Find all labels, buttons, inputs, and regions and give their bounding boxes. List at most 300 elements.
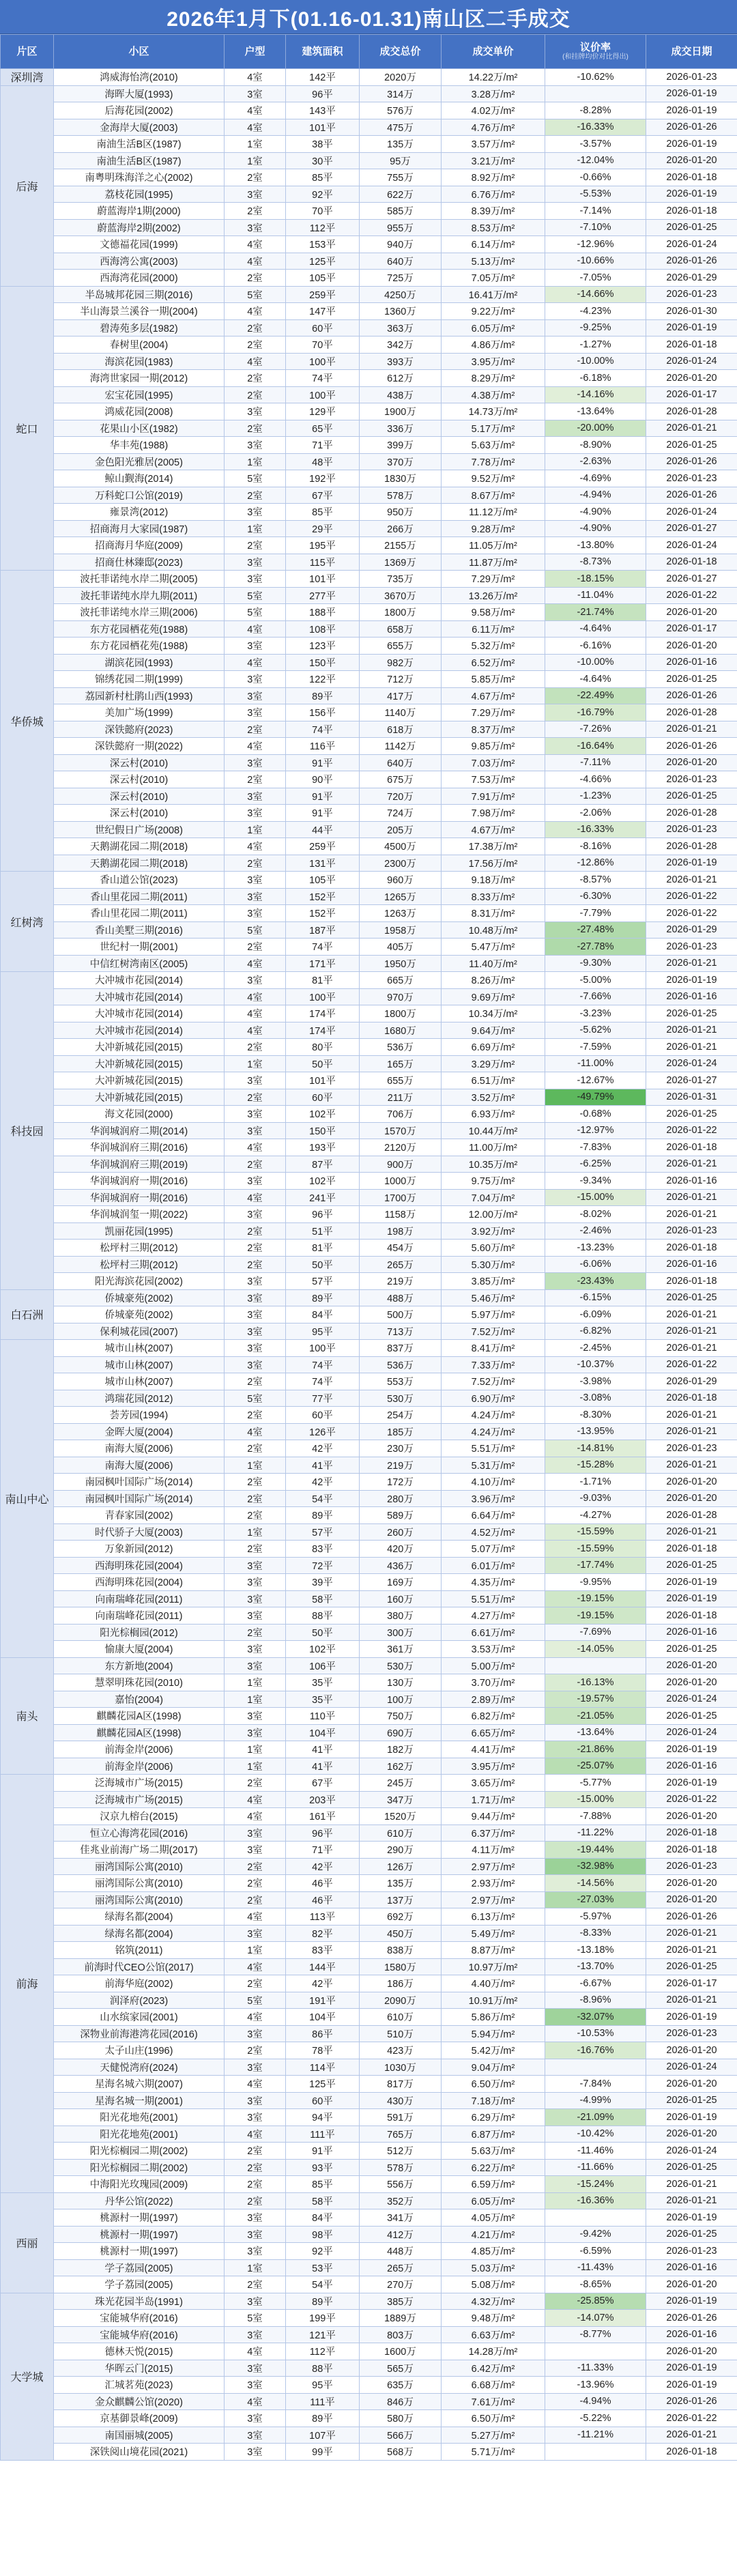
table-row (1, 2009, 737, 2026)
discount-cell: -7.66% (545, 988, 646, 1005)
unit-cell: 7.98万/m² (442, 805, 545, 822)
header-community[interactable]: 小区 (54, 35, 225, 69)
discount-cell: -2.06% (545, 805, 646, 822)
discount-cell: -7.26% (545, 721, 646, 738)
discount-cell: -10.62% (545, 69, 646, 86)
type-cell: 4室 (225, 2009, 286, 2026)
unit-cell: 6.69万/m² (442, 1039, 545, 1056)
size-cell: 95平 (286, 2377, 360, 2394)
size-cell: 88平 (286, 2360, 360, 2377)
unit-cell: 5.17万/m² (442, 420, 545, 437)
table-row (1, 437, 737, 454)
unit-cell: 7.03万/m² (442, 754, 545, 771)
table-row (1, 236, 737, 253)
discount-cell: -12.04% (545, 152, 646, 169)
community-cell: 大冲城市花园(2014) (54, 1005, 225, 1022)
unit-cell: 4.76万/m² (442, 119, 545, 136)
type-cell: 3室 (225, 1306, 286, 1323)
community-cell: 天健悦湾府(2024) (54, 2059, 225, 2076)
discount-cell: -8.77% (545, 2326, 646, 2343)
type-cell: 2室 (225, 1474, 286, 1491)
total-cell: 950万 (360, 504, 442, 521)
unit-cell: 5.60万/m² (442, 1240, 545, 1257)
table-row (1, 1474, 737, 1491)
total-cell: 436万 (360, 1557, 442, 1574)
size-cell: 84平 (286, 1306, 360, 1323)
area-cell: 大学城 (1, 2293, 54, 2460)
unit-cell: 2.97万/m² (442, 1891, 545, 1908)
discount-cell: -21.86% (545, 1741, 646, 1758)
total-cell: 510万 (360, 2025, 442, 2042)
size-cell: 94平 (286, 2109, 360, 2126)
date-cell: 2026-01-19 (646, 1574, 737, 1591)
discount-cell: -13.95% (545, 1423, 646, 1440)
size-cell: 91平 (286, 788, 360, 805)
discount-cell: -0.68% (545, 1106, 646, 1123)
type-cell: 5室 (225, 587, 286, 604)
header-total[interactable]: 成交总价 (360, 35, 442, 69)
size-cell: 89平 (286, 1289, 360, 1306)
date-cell: 2026-01-18 (646, 2444, 737, 2461)
table-row (1, 253, 737, 270)
community-cell: 万象新园(2012) (54, 1541, 225, 1558)
total-cell: 765万 (360, 2126, 442, 2143)
type-cell: 5室 (225, 604, 286, 621)
total-cell: 1265万 (360, 888, 442, 905)
community-cell: 锦绣花园二期(1999) (54, 671, 225, 688)
unit-cell: 6.64万/m² (442, 1507, 545, 1524)
community-cell: 阳光花地苑(2001) (54, 2126, 225, 2143)
total-cell: 135万 (360, 136, 442, 153)
type-cell: 3室 (225, 85, 286, 102)
total-cell: 1263万 (360, 905, 442, 922)
discount-cell: -7.11% (545, 754, 646, 771)
size-cell: 152平 (286, 888, 360, 905)
table-row (1, 1423, 737, 1440)
type-cell: 2室 (225, 319, 286, 337)
discount-cell: -14.66% (545, 286, 646, 303)
size-cell: 91平 (286, 2143, 360, 2160)
date-cell: 2026-01-31 (646, 1089, 737, 1106)
date-cell: 2026-01-20 (646, 754, 737, 771)
unit-cell: 3.28万/m² (442, 85, 545, 102)
type-cell: 2室 (225, 1039, 286, 1056)
date-cell: 2026-01-20 (646, 638, 737, 655)
date-cell: 2026-01-25 (646, 2159, 737, 2176)
table-body (1, 69, 737, 2461)
unit-cell: 4.38万/m² (442, 386, 545, 403)
size-cell: 143平 (286, 102, 360, 119)
table-row (1, 203, 737, 220)
date-cell: 2026-01-20 (646, 152, 737, 169)
table-row (1, 2042, 737, 2059)
size-cell: 152平 (286, 905, 360, 922)
date-cell: 2026-01-21 (646, 1022, 737, 1039)
community-cell: 天鹅湖花园二期(2018) (54, 855, 225, 872)
total-cell: 940万 (360, 236, 442, 253)
total-cell: 568万 (360, 2444, 442, 2461)
discount-cell: -19.44% (545, 1842, 646, 1859)
type-cell: 3室 (225, 1289, 286, 1306)
table-row (1, 386, 737, 403)
type-cell: 1室 (225, 1741, 286, 1758)
date-cell: 2026-01-19 (646, 2293, 737, 2310)
type-cell: 3室 (225, 905, 286, 922)
total-cell: 182万 (360, 1741, 442, 1758)
size-cell: 46平 (286, 1891, 360, 1908)
community-cell: 海湾世家园一期(2012) (54, 370, 225, 387)
size-cell: 126平 (286, 1423, 360, 1440)
date-cell: 2026-01-26 (646, 487, 737, 504)
unit-cell: 7.18万/m² (442, 2092, 545, 2109)
community-cell: 半岛城邦花园三期(2016) (54, 286, 225, 303)
community-cell: 南园枫叶国际广场(2014) (54, 1474, 225, 1491)
total-cell: 423万 (360, 2042, 442, 2059)
total-cell: 314万 (360, 85, 442, 102)
table-row (1, 136, 737, 153)
community-cell: 宝能城华府(2016) (54, 2310, 225, 2327)
date-cell: 2026-01-16 (646, 1173, 737, 1190)
discount-cell: -5.00% (545, 972, 646, 989)
date-cell: 2026-01-18 (646, 1842, 737, 1859)
total-cell: 566万 (360, 2427, 442, 2444)
type-cell: 4室 (225, 1791, 286, 1808)
unit-cell: 6.52万/m² (442, 654, 545, 671)
size-cell: 99平 (286, 2444, 360, 2461)
type-cell: 3室 (225, 888, 286, 905)
total-cell: 640万 (360, 253, 442, 270)
table-row (1, 1574, 737, 1591)
size-cell: 85平 (286, 169, 360, 186)
discount-cell: -9.03% (545, 1490, 646, 1507)
total-cell: 2300万 (360, 855, 442, 872)
total-cell: 725万 (360, 270, 442, 287)
size-cell: 102平 (286, 1173, 360, 1190)
type-cell: 3室 (225, 2243, 286, 2260)
unit-cell: 8.67万/m² (442, 487, 545, 504)
type-cell: 2室 (225, 771, 286, 788)
type-cell: 3室 (225, 1122, 286, 1139)
table-row (1, 69, 737, 86)
size-cell: 174平 (286, 1022, 360, 1039)
community-cell: 时代骄子大厦(2003) (54, 1523, 225, 1541)
unit-cell: 5.85万/m² (442, 671, 545, 688)
total-cell: 530万 (360, 1657, 442, 1674)
discount-cell: -32.98% (545, 1858, 646, 1875)
size-cell: 150平 (286, 1122, 360, 1139)
table-row (1, 1674, 737, 1691)
table-row (1, 1607, 737, 1625)
date-cell: 2026-01-16 (646, 654, 737, 671)
table-row (1, 2176, 737, 2193)
community-cell: 珠光花园半岛(1991) (54, 2293, 225, 2310)
size-cell: 100平 (286, 353, 360, 370)
date-cell: 2026-01-21 (646, 1189, 737, 1206)
header-discount[interactable] (545, 35, 646, 69)
table-row (1, 2192, 737, 2209)
unit-cell: 7.52万/m² (442, 1373, 545, 1390)
community-cell: 南油生活B区(1987) (54, 136, 225, 153)
total-cell: 690万 (360, 1724, 442, 1741)
header-type[interactable]: 户型 (225, 35, 286, 69)
size-cell: 122平 (286, 671, 360, 688)
unit-cell: 9.04万/m² (442, 2059, 545, 2076)
community-cell: 前海金岸(2006) (54, 1758, 225, 1775)
discount-cell: -19.15% (545, 1607, 646, 1625)
total-cell: 280万 (360, 1490, 442, 1507)
total-cell: 665万 (360, 972, 442, 989)
discount-cell (545, 2059, 646, 2076)
total-cell: 635万 (360, 2377, 442, 2394)
type-cell: 3室 (225, 788, 286, 805)
size-cell: 89平 (286, 2410, 360, 2427)
total-cell: 512万 (360, 2143, 442, 2160)
date-cell: 2026-01-24 (646, 504, 737, 521)
discount-cell: -6.67% (545, 1975, 646, 1992)
type-cell: 1室 (225, 821, 286, 838)
table-row (1, 2444, 737, 2461)
type-cell: 3室 (225, 1356, 286, 1373)
type-cell: 4室 (225, 102, 286, 119)
table-row (1, 1122, 737, 1139)
unit-cell: 5.31万/m² (442, 1457, 545, 1474)
unit-cell: 8.29万/m² (442, 370, 545, 387)
discount-cell (545, 2343, 646, 2360)
total-cell: 352万 (360, 2192, 442, 2209)
community-cell: 丽湾国际公寓(2010) (54, 1891, 225, 1908)
date-cell: 2026-01-21 (646, 420, 737, 437)
discount-cell: -10.53% (545, 2025, 646, 2042)
date-cell: 2026-01-19 (646, 2109, 737, 2126)
date-cell: 2026-01-20 (646, 1474, 737, 1491)
community-cell: 宝能城华府(2016) (54, 2326, 225, 2343)
community-cell: 星海名城一期(2001) (54, 2092, 225, 2109)
community-cell: 香山美墅三期(2016) (54, 921, 225, 939)
date-cell: 2026-01-25 (646, 1557, 737, 1574)
size-cell: 112平 (286, 219, 360, 236)
discount-cell: -7.79% (545, 905, 646, 922)
unit-cell: 6.29万/m² (442, 2109, 545, 2126)
type-cell: 3室 (225, 687, 286, 704)
discount-cell: -6.25% (545, 1156, 646, 1173)
community-cell: 泛海城市广场(2015) (54, 1791, 225, 1808)
size-cell: 46平 (286, 1875, 360, 1892)
discount-cell: -27.78% (545, 939, 646, 956)
community-cell: 城市山林(2007) (54, 1373, 225, 1390)
discount-cell: -13.80% (545, 537, 646, 554)
table-row (1, 537, 737, 554)
total-cell: 169万 (360, 1574, 442, 1591)
unit-cell: 11.05万/m² (442, 537, 545, 554)
community-cell: 西海明珠花园(2004) (54, 1557, 225, 1574)
size-cell: 70平 (286, 337, 360, 354)
unit-cell: 3.57万/m² (442, 136, 545, 153)
total-cell: 100万 (360, 1691, 442, 1708)
community-cell: 深云村(2010) (54, 805, 225, 822)
size-cell: 116平 (286, 738, 360, 755)
community-cell: 慧翠明珠花园(2010) (54, 1674, 225, 1691)
type-cell: 3室 (225, 1925, 286, 1942)
date-cell: 2026-01-21 (646, 1407, 737, 1424)
table-row (1, 1624, 737, 1641)
date-cell: 2026-01-16 (646, 1256, 737, 1273)
type-cell: 2室 (225, 1240, 286, 1257)
table-row (1, 1724, 737, 1741)
date-cell: 2026-01-26 (646, 738, 737, 755)
unit-cell: 8.33万/m² (442, 888, 545, 905)
unit-cell: 11.12万/m² (442, 504, 545, 521)
header-size[interactable]: 建筑面积 (286, 35, 360, 69)
date-cell: 2026-01-21 (646, 1156, 737, 1173)
table-row (1, 2059, 737, 2076)
total-cell: 612万 (360, 370, 442, 387)
type-cell: 2室 (225, 1891, 286, 1908)
table-row (1, 2243, 737, 2260)
community-cell: 丽湾国际公寓(2010) (54, 1858, 225, 1875)
date-cell: 2026-01-21 (646, 955, 737, 972)
table-row (1, 1523, 737, 1541)
size-cell: 92平 (286, 2243, 360, 2260)
discount-cell: -5.62% (545, 1022, 646, 1039)
date-cell: 2026-01-28 (646, 1507, 737, 1524)
total-cell: 172万 (360, 1474, 442, 1491)
table-row (1, 270, 737, 287)
size-cell: 259平 (286, 286, 360, 303)
date-cell: 2026-01-17 (646, 1975, 737, 1992)
date-cell: 2026-01-26 (646, 119, 737, 136)
community-cell: 汉京九榕台(2015) (54, 1808, 225, 1825)
type-cell: 1室 (225, 520, 286, 537)
unit-cell: 14.22万/m² (442, 69, 545, 86)
size-cell: 58平 (286, 1590, 360, 1607)
table-row (1, 2276, 737, 2293)
header-date[interactable]: 成交日期 (646, 35, 737, 69)
community-cell: 松坪村三期(2012) (54, 1256, 225, 1273)
community-cell: 鸿瑞花园(2012) (54, 1390, 225, 1407)
community-cell: 招商海月华庭(2009) (54, 537, 225, 554)
type-cell: 1室 (225, 1674, 286, 1691)
date-cell: 2026-01-21 (646, 721, 737, 738)
table-row (1, 972, 737, 989)
date-cell: 2026-01-29 (646, 1373, 737, 1390)
unit-cell: 5.03万/m² (442, 2259, 545, 2276)
unit-cell: 5.32万/m² (442, 638, 545, 655)
table-row (1, 721, 737, 738)
unit-cell: 5.13万/m² (442, 253, 545, 270)
table-row (1, 771, 737, 788)
total-cell: 1360万 (360, 303, 442, 320)
type-cell: 3室 (225, 2209, 286, 2227)
community-cell: 嘉怡(2004) (54, 1691, 225, 1708)
size-cell: 51平 (286, 1222, 360, 1240)
community-cell: 东方花园栖花苑(1988) (54, 638, 225, 655)
type-cell: 4室 (225, 253, 286, 270)
unit-cell: 5.71万/m² (442, 2444, 545, 2461)
date-cell: 2026-01-25 (646, 2226, 737, 2243)
table-row (1, 1992, 737, 2009)
total-cell: 1520万 (360, 1808, 442, 1825)
unit-cell: 3.92万/m² (442, 1222, 545, 1240)
header-unit[interactable]: 成交单价 (442, 35, 545, 69)
unit-cell: 4.24万/m² (442, 1407, 545, 1424)
unit-cell: 3.21万/m² (442, 152, 545, 169)
date-cell: 2026-01-26 (646, 687, 737, 704)
community-cell: 波托菲诺纯水岸九期(2011) (54, 587, 225, 604)
table-row (1, 2092, 737, 2109)
total-cell: 336万 (360, 420, 442, 437)
table-row (1, 1842, 737, 1859)
date-cell: 2026-01-25 (646, 437, 737, 454)
size-cell: 54平 (286, 1490, 360, 1507)
type-cell: 1室 (225, 453, 286, 470)
unit-cell: 4.02万/m² (442, 102, 545, 119)
type-cell: 2室 (225, 2159, 286, 2176)
date-cell: 2026-01-18 (646, 1139, 737, 1156)
size-cell: 70平 (286, 203, 360, 220)
type-cell: 3室 (225, 554, 286, 571)
discount-cell: -8.02% (545, 1206, 646, 1223)
unit-cell: 6.37万/m² (442, 1824, 545, 1842)
total-cell: 1140万 (360, 704, 442, 721)
size-cell: 89平 (286, 2293, 360, 2310)
header-area[interactable]: 片区 (1, 35, 54, 69)
discount-cell: -13.18% (545, 1942, 646, 1959)
discount-cell: -3.08% (545, 1390, 646, 1407)
unit-cell: 9.75万/m² (442, 1173, 545, 1190)
date-cell: 2026-01-22 (646, 1356, 737, 1373)
size-cell: 44平 (286, 821, 360, 838)
discount-cell: -3.98% (545, 1373, 646, 1390)
type-cell: 2室 (225, 2276, 286, 2293)
size-cell: 85平 (286, 504, 360, 521)
size-cell: 30平 (286, 152, 360, 169)
total-cell: 266万 (360, 520, 442, 537)
unit-cell: 3.29万/m² (442, 1055, 545, 1072)
table-row (1, 2226, 737, 2243)
date-cell: 2026-01-23 (646, 939, 737, 956)
unit-cell: 6.01万/m² (442, 1557, 545, 1574)
table-row (1, 353, 737, 370)
date-cell: 2026-01-17 (646, 386, 737, 403)
type-cell: 4室 (225, 119, 286, 136)
type-cell: 5室 (225, 1390, 286, 1407)
type-cell: 1室 (225, 1758, 286, 1775)
type-cell: 4室 (225, 2126, 286, 2143)
total-cell: 655万 (360, 1072, 442, 1089)
total-cell: 4250万 (360, 286, 442, 303)
total-cell: 712万 (360, 671, 442, 688)
community-cell: 蔚蓝海岸1期(2000) (54, 203, 225, 220)
discount-cell: -10.00% (545, 353, 646, 370)
date-cell: 2026-01-21 (646, 2192, 737, 2209)
date-cell: 2026-01-20 (646, 2126, 737, 2143)
date-cell: 2026-01-30 (646, 303, 737, 320)
community-cell: 前海时代CEO公馆(2017) (54, 1958, 225, 1975)
community-cell: 波托菲诺纯水岸三期(2006) (54, 604, 225, 621)
table-row (1, 1373, 737, 1390)
table-row (1, 1440, 737, 1457)
unit-cell: 8.53万/m² (442, 219, 545, 236)
community-cell: 桃源村一期(1997) (54, 2209, 225, 2227)
date-cell: 2026-01-25 (646, 788, 737, 805)
discount-cell: -22.49% (545, 687, 646, 704)
type-cell: 2室 (225, 1507, 286, 1524)
unit-cell: 4.41万/m² (442, 1741, 545, 1758)
community-cell: 深铁阅山境花园(2021) (54, 2444, 225, 2461)
table-row (1, 821, 737, 838)
type-cell: 3室 (225, 1340, 286, 1357)
discount-cell: -16.33% (545, 821, 646, 838)
